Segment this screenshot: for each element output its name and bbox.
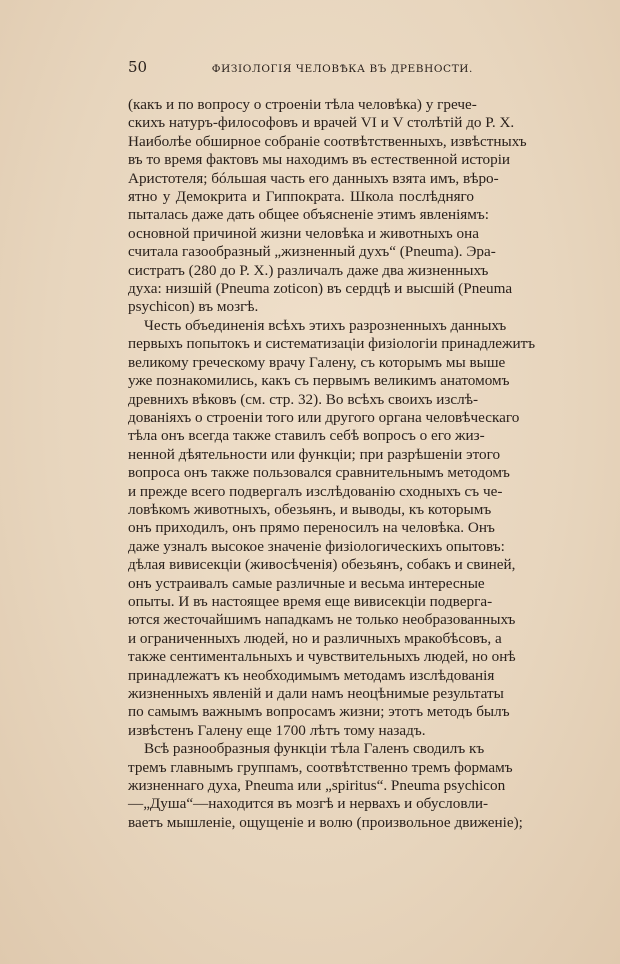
running-head: ФИЗІОЛОГІЯ ЧЕЛОВѢКА ВЪ ДРЕВНОСТИ. xyxy=(211,63,473,75)
paragraph xyxy=(128,316,536,740)
text-line: psychicon) въ мозгѣ. xyxy=(128,298,259,316)
text-line: (какъ и по вопросу о строеніи тѣла человѣка) у грече- xyxy=(128,96,477,113)
text-line: извѣстенъ Галену еще 1700 лѣтъ тому назадъ. xyxy=(128,721,426,739)
text-line: и ограниченныхъ людей, но и различныхъ мракобѣсовъ, а xyxy=(128,629,502,647)
text-line: Аристотеля; бóльшая часть его данныхъ взята имъ, вѣро- xyxy=(128,169,499,187)
text-line: первыхъ попытокъ и систематизаціи физіологіи принадлежитъ xyxy=(128,335,536,353)
text-line: уже познакомились, какъ съ первымъ великимъ анатомомъ xyxy=(128,372,510,390)
text-line: по самымъ важнымъ вопросамъ жизни; этотъ методъ былъ xyxy=(128,703,510,721)
text-line: ются жесточайшимъ нападкамъ не только необразованныхъ xyxy=(128,611,516,629)
text-line: Наиболѣе обширное собраніе соотвѣтственныхъ, извѣстныхъ xyxy=(128,132,527,150)
text-line: жизненнаго духа, Pneuma или „spiritus“. Pneuma psychicon xyxy=(128,777,506,795)
text-line: —„Душа“—находится въ мозгѣ и нервахъ и обусловли- xyxy=(128,795,489,813)
text-line: Всѣ разнообразныя функціи тѣла Галенъ сводилъ къ xyxy=(144,740,485,758)
text-line: древнихъ вѣковъ (см. стр. 32). Во всѣхъ своихъ изслѣ- xyxy=(128,390,479,408)
text-line: и прежде всего подвергалъ изслѣдованію сходныхъ съ че- xyxy=(128,482,503,500)
text-line: великому греческому врачу Галену, съ которымъ мы выше xyxy=(128,353,506,371)
text-line: дованіяхъ о строеніи того или другого органа человѣческаго xyxy=(128,408,520,426)
text-line: ятно у Демокрита и Гиппократа. Школа послѣдняго xyxy=(128,188,474,206)
body-text xyxy=(128,96,536,832)
text-line: онъ приходилъ, онъ прямо переносилъ на человѣка. Онъ xyxy=(128,519,495,537)
text-line: ненной дѣятельности или функціи; при разрѣшеніи этого xyxy=(128,445,501,463)
text-line: жизненныхъ явленій и дали намъ неоцѣнимые результаты xyxy=(128,685,504,702)
text-line: скихъ натуръ-философовъ и врачей VI и V столѣтій до Р. Х. xyxy=(128,114,515,132)
text-line: тѣла онъ всегда также ставилъ себѣ вопросъ о его жиз- xyxy=(128,427,485,445)
text-line: тремъ главнымъ группамъ, соотвѣтственно тремъ формамъ xyxy=(128,758,513,776)
page-header xyxy=(128,58,473,76)
text-line: даже узналъ высокое значеніе физіологическихъ опытовъ: xyxy=(128,537,505,555)
text-line: дѣлая вивисекціи (живосѣченія) обезьянъ, собакъ и свиней, xyxy=(128,556,516,574)
text-line: принадлежатъ къ необходимымъ методамъ изслѣдованія xyxy=(128,666,495,684)
paragraph xyxy=(128,740,523,832)
text-line: въ то время фактовъ мы находимъ въ естественной исторіи xyxy=(128,151,511,169)
text-line: также сентиментальныхъ и чувствительныхъ людей, но онѣ xyxy=(128,648,516,666)
paragraph xyxy=(128,96,527,317)
text-line: считала газообразный „жизненный духъ“ (Pneuma). Эра- xyxy=(128,243,496,261)
text-line: ловѣкомъ животныхъ, обезьянъ, и выводы, къ которымъ xyxy=(128,500,492,518)
text-line: духа: низшій (Pneuma zoticon) въ сердцѣ и высшій (Pneuma xyxy=(128,280,513,298)
text-line: онъ устраивалъ самые различные и весьма интересные xyxy=(128,574,485,592)
text-line: опыты. И въ настоящее время еще вивисекціи подверга- xyxy=(128,592,493,610)
text-line: ваетъ мышленіе, ощущеніе и волю (произвольное движеніе); xyxy=(128,813,523,831)
text-line: пыталась даже дать общее объясненіе этимъ явленіямъ: xyxy=(128,206,489,224)
page-number: 50 xyxy=(128,58,148,76)
text-line: Честь объединенія всѣхъ этихъ разрозненныхъ данныхъ xyxy=(144,316,507,334)
text-line: вопроса онъ также пользовался сравнительнымъ методомъ xyxy=(128,464,510,482)
text-line: систратъ (280 до Р. Х.) различалъ даже два жизненныхъ xyxy=(128,261,489,279)
text-line: основной причиной жизни человѣка и животныхъ она xyxy=(128,224,479,242)
